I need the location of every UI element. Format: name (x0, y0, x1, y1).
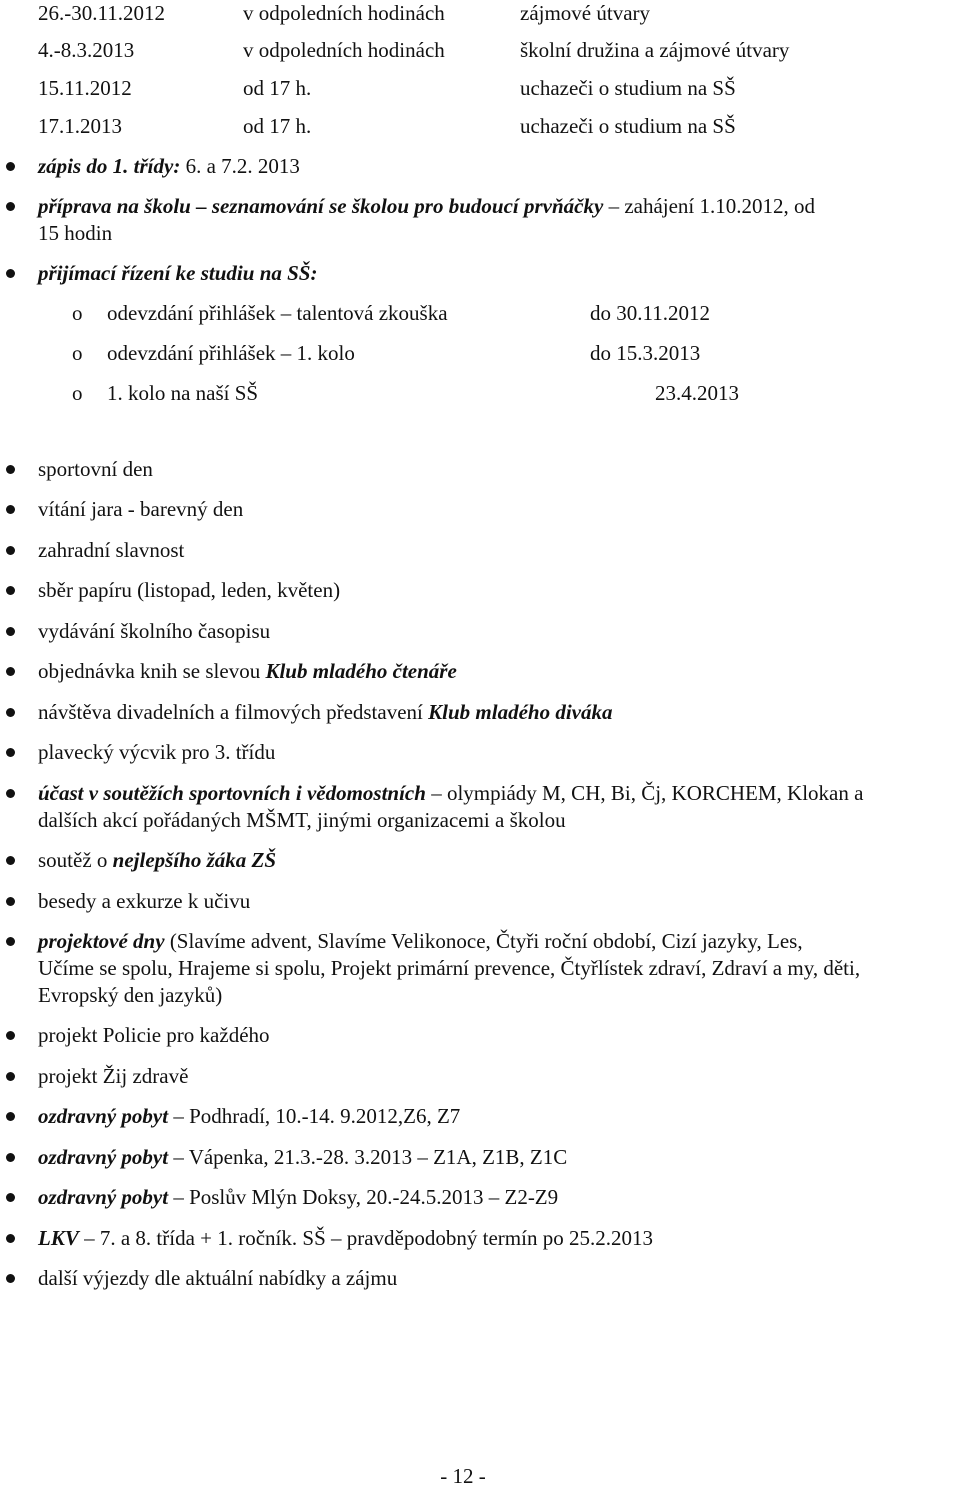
projects-line3: Evropský den jazyků) (38, 983, 223, 1007)
projects-line2: Učíme se spolu, Hrajeme si spolu, Projekt primární prevence, Čtyřlístek zdraví, Zdraví a my, děti, (38, 956, 861, 980)
admission-subitem: odevzdání přihlášek – talentová zkouška (107, 301, 448, 325)
preparation-text: – zahájení 1.10.2012, od (603, 194, 816, 218)
admission-date: do 15.3.2013 (590, 341, 701, 365)
enrollment-text: 6. a 7.2. 2013 (180, 154, 300, 178)
activity-item (38, 1144, 960, 1171)
bullet-icon (6, 1072, 15, 1081)
bullet-icon (6, 856, 15, 865)
stay-emphasis: ozdravný pobyt (38, 1104, 169, 1128)
schedule-date: 17.1.2013 (38, 114, 122, 138)
bullet-icon (6, 1031, 15, 1040)
bullet-icon (6, 465, 15, 474)
sub-bullet-icon: o (72, 381, 83, 405)
schedule-time: v odpoledních hodinách (243, 1, 445, 25)
admission-subitem: odevzdání přihlášek – 1. kolo (107, 341, 355, 365)
schedule-who: uchazeči o studium na SŠ (520, 114, 736, 138)
sub-bullet-icon: o (72, 341, 83, 365)
activity-item (38, 699, 960, 726)
schedule-who: zájmové útvary (520, 1, 651, 25)
bullet-icon (6, 1112, 15, 1121)
competitions-emphasis: účast v soutěžích sportovních i vědomostních (38, 781, 426, 805)
admission-date: do 30.11.2012 (590, 301, 710, 325)
bullet-icon (6, 1234, 15, 1243)
admission-date: 23.4.2013 (655, 381, 739, 405)
activity-item: projekt Policie pro každého (38, 1023, 270, 1047)
stay-text: – Podhradí, 10.-14. 9.2012,Z6, Z7 (168, 1104, 461, 1128)
best-text: soutěž o (38, 848, 113, 872)
activity-item (38, 1103, 960, 1130)
bullet-icon (6, 162, 15, 171)
bullet-icon (6, 202, 15, 211)
schedule-date: 26.-30.11.2012 (38, 1, 165, 25)
competitions-line2: dalších akcí pořádaných MŠMT, jinými organizacemi a školou (38, 808, 566, 832)
stay-text: – Poslův Mlýn Doksy, 20.-24.5.2013 – Z2-Z9 (168, 1185, 559, 1209)
activity-item: sběr papíru (listopad, leden, květen) (38, 578, 341, 602)
activity-item (38, 780, 960, 807)
schedule-date: 15.11.2012 (38, 76, 132, 100)
activity-item: sportovní den (38, 457, 153, 481)
activity-item (38, 1225, 960, 1252)
preparation-item (38, 193, 960, 220)
activity-item (38, 1184, 960, 1211)
bullet-icon (6, 546, 15, 555)
activity-item: vydávání školního časopisu (38, 619, 271, 643)
bullet-icon (6, 789, 15, 798)
bullet-icon (6, 1153, 15, 1162)
preparation-label: příprava na školu – seznamování se školou pro budoucí prvňáčky (38, 194, 604, 218)
schedule-time: v odpoledních hodinách (243, 38, 445, 62)
admission-item (38, 260, 960, 287)
enrollment-label: zápis do 1. třídy: (38, 154, 181, 178)
stay-text: – Vápenka, 21.3.-28. 3.2013 – Z1A, Z1B, Z1C (168, 1145, 568, 1169)
bullet-icon (6, 505, 15, 514)
stay-emphasis: ozdravný pobyt (38, 1145, 169, 1169)
admission-label: přijímací řízení ke studiu na SŠ: (38, 261, 318, 285)
enrollment-item (38, 153, 960, 180)
activity-item (38, 658, 960, 685)
books-text: objednávka knih se slevou (38, 659, 266, 683)
activity-item: plavecký výcvik pro 3. třídu (38, 740, 276, 764)
activity-item (38, 928, 960, 955)
bullet-icon (6, 667, 15, 676)
theatre-text: návštěva divadelních a filmových představení (38, 700, 429, 724)
schedule-time: od 17 h. (243, 76, 312, 100)
activity-item: zahradní slavnost (38, 538, 185, 562)
activity-item: besedy a exkurze k učivu (38, 889, 251, 913)
admission-subitem: 1. kolo na naší SŠ (107, 381, 259, 405)
bullet-icon (6, 1274, 15, 1283)
activity-item (38, 847, 960, 874)
stay-emphasis: ozdravný pobyt (38, 1185, 169, 1209)
schedule-who: školní družina a zájmové útvary (520, 38, 790, 62)
lkv-text: – 7. a 8. třída + 1. ročník. SŠ – pravděpodobný termín po 25.2.2013 (78, 1226, 653, 1250)
best-emphasis: nejlepšího žáka ZŠ (112, 848, 277, 872)
lkv-emphasis: LKV (38, 1226, 79, 1250)
schedule-time: od 17 h. (243, 114, 312, 138)
projects-text: (Slavíme advent, Slavíme Velikonoce, Čtyři roční období, Cizí jazyky, Les, (164, 929, 803, 953)
preparation-line2: 15 hodin (38, 221, 113, 245)
bullet-icon (6, 708, 15, 717)
bullet-icon (6, 897, 15, 906)
bullet-icon (6, 586, 15, 595)
books-emphasis: Klub mladého čtenáře (265, 659, 457, 683)
bullet-icon (6, 269, 15, 278)
bullet-icon (6, 748, 15, 757)
schedule-who: uchazeči o studium na SŠ (520, 76, 736, 100)
schedule-date: 4.-8.3.2013 (38, 38, 135, 62)
sub-bullet-icon: o (72, 301, 83, 325)
bullet-icon (6, 627, 15, 636)
page-number: - 12 - (440, 1464, 486, 1488)
activity-item: další výjezdy dle aktuální nabídky a zájmu (38, 1266, 398, 1290)
competitions-text: – olympiády M, CH, Bi, Čj, KORCHEM, Klokan a (425, 781, 864, 805)
bullet-icon (6, 937, 15, 946)
projects-emphasis: projektové dny (38, 929, 165, 953)
theatre-emphasis: Klub mladého diváka (428, 700, 613, 724)
activity-item: projekt Žij zdravě (38, 1064, 189, 1088)
activity-item: vítání jara - barevný den (38, 497, 244, 521)
bullet-icon (6, 1193, 15, 1202)
